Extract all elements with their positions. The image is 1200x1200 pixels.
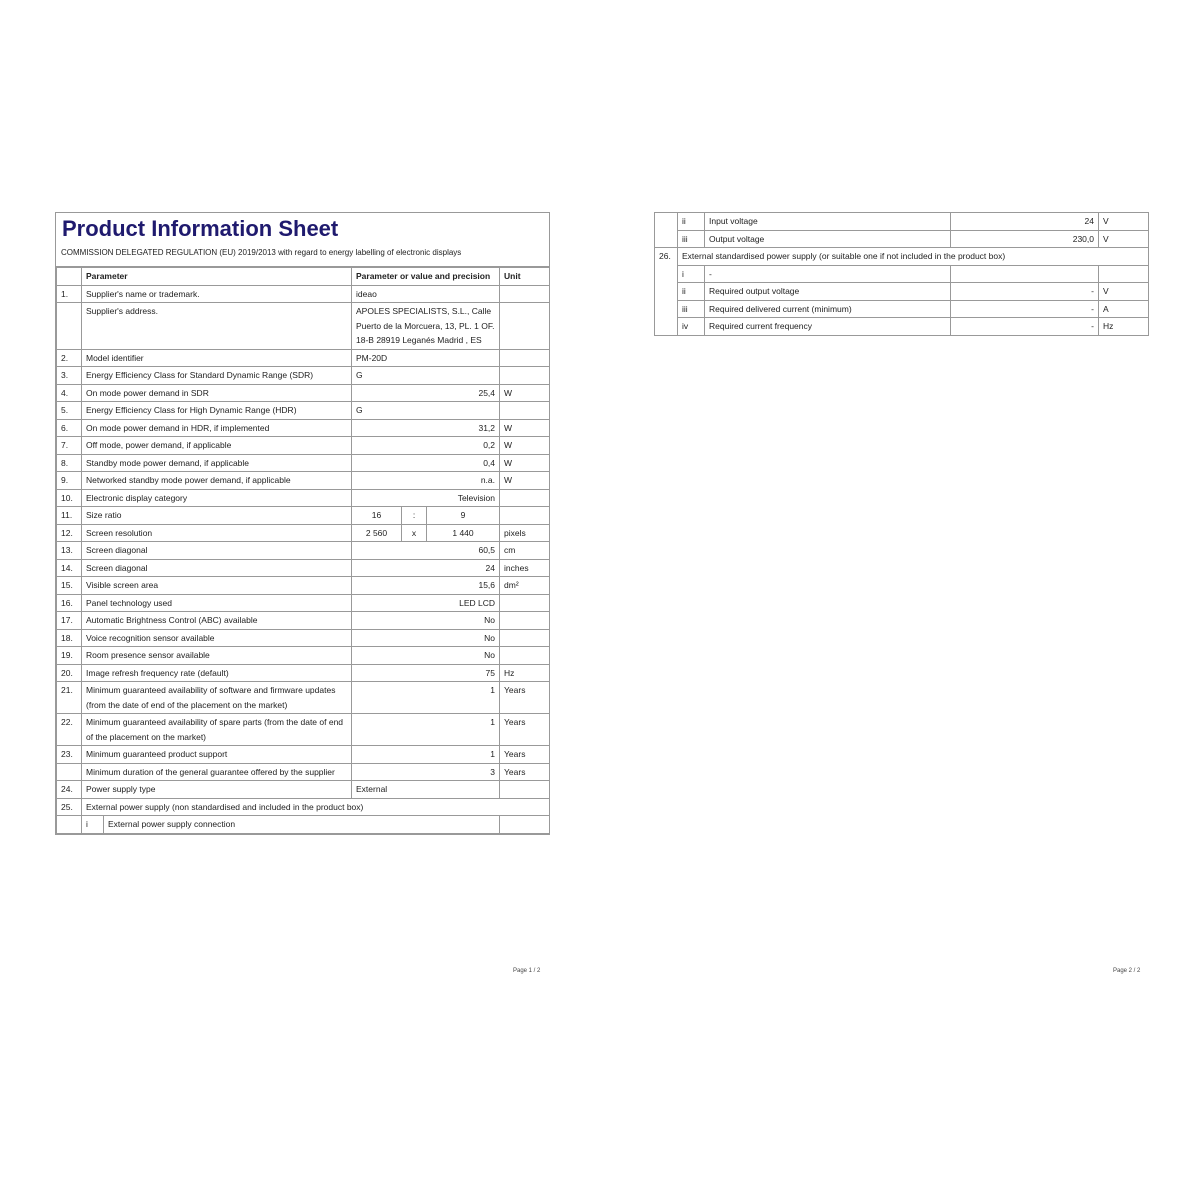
table-row <box>655 283 1149 301</box>
parameter-label: Energy Efficiency Class for Standard Dynamic Range (SDR) <box>82 367 352 385</box>
table-row <box>655 300 1149 318</box>
row-number: 13. <box>57 542 82 560</box>
table-row <box>57 402 550 420</box>
parameter-value: External <box>352 781 500 799</box>
row-number: 12. <box>57 524 82 542</box>
row-number: 3. <box>57 367 82 385</box>
parameter-label: Size ratio <box>82 507 352 525</box>
header-parameter: Parameter <box>82 268 352 286</box>
sub-number: iv <box>678 318 705 336</box>
value-part: 9 <box>427 507 500 525</box>
row-number: 1. <box>57 285 82 303</box>
row-number: 17. <box>57 612 82 630</box>
unit: cm <box>500 542 550 560</box>
product-info-table <box>56 267 550 834</box>
table-row <box>57 303 550 350</box>
table-row <box>57 798 550 816</box>
row-number: 6. <box>57 419 82 437</box>
table-row <box>57 682 550 714</box>
table-row <box>57 349 550 367</box>
sub-number: ii <box>678 213 705 231</box>
parameter-value: LED LCD <box>352 594 500 612</box>
table-row <box>57 384 550 402</box>
unit: Hz <box>500 664 550 682</box>
row-number: 4. <box>57 384 82 402</box>
parameter-value: No <box>352 629 500 647</box>
table-row <box>655 213 1149 231</box>
unit: Years <box>500 714 550 746</box>
parameter-label: Screen diagonal <box>82 542 352 560</box>
parameter-value: 1 <box>352 746 500 764</box>
header-num <box>57 268 82 286</box>
parameter-label: On mode power demand in HDR, if implemented <box>82 419 352 437</box>
page-title: Product Information Sheet <box>62 216 339 241</box>
regulation-subtitle: COMMISSION DELEGATED REGULATION (EU) 2019/2013 with regard to energy labelling of electronic displays <box>56 244 549 267</box>
parameter-label: Required output voltage <box>705 283 951 301</box>
parameter-value: G <box>352 367 500 385</box>
sub-number: iii <box>678 230 705 248</box>
parameter-label: - <box>705 265 951 283</box>
parameter-value: 24 <box>951 213 1099 231</box>
unit: W <box>500 437 550 455</box>
unit <box>500 816 550 834</box>
parameter-value: 31,2 <box>352 419 500 437</box>
parameter-label: Standby mode power demand, if applicable <box>82 454 352 472</box>
unit: V <box>1099 213 1149 231</box>
table-header <box>57 268 550 286</box>
header-value: Parameter or value and precision <box>352 268 500 286</box>
row-number: 7. <box>57 437 82 455</box>
parameter-label: On mode power demand in SDR <box>82 384 352 402</box>
table-row <box>57 507 550 525</box>
parameter-value: No <box>352 612 500 630</box>
row-number: 20. <box>57 664 82 682</box>
parameter-label: Off mode, power demand, if applicable <box>82 437 352 455</box>
parameter-label: Image refresh frequency rate (default) <box>82 664 352 682</box>
table-row <box>57 454 550 472</box>
parameter-value: 24 <box>352 559 500 577</box>
parameter-label: Panel technology used <box>82 594 352 612</box>
unit: W <box>500 454 550 472</box>
table-row <box>57 816 550 834</box>
table-row <box>655 248 1149 266</box>
unit <box>500 594 550 612</box>
unit <box>500 781 550 799</box>
table-row <box>57 559 550 577</box>
value-separator: x <box>402 524 427 542</box>
parameter-label: Screen diagonal <box>82 559 352 577</box>
parameter-value: 1 <box>352 714 500 746</box>
row-number: 11. <box>57 507 82 525</box>
parameter-value: n.a. <box>352 472 500 490</box>
parameter-value: 60,5 <box>352 542 500 560</box>
table-row <box>57 781 550 799</box>
section-heading: External power supply (non standardised and included in the product box) <box>82 798 550 816</box>
parameter-label: External power supply connection <box>104 816 500 834</box>
table-row <box>57 664 550 682</box>
row-number: 8. <box>57 454 82 472</box>
unit: W <box>500 384 550 402</box>
unit: V <box>1099 230 1149 248</box>
parameter-value: PM-20D <box>352 349 500 367</box>
unit: inches <box>500 559 550 577</box>
parameter-label: Voice recognition sensor available <box>82 629 352 647</box>
parameter-value: 0,2 <box>352 437 500 455</box>
unit: Years <box>500 682 550 714</box>
parameter-value: - <box>951 300 1099 318</box>
table-row <box>57 489 550 507</box>
row-number: 26. <box>655 248 678 336</box>
row-number <box>57 303 82 350</box>
unit <box>500 507 550 525</box>
table-row <box>57 746 550 764</box>
unit: pixels <box>500 524 550 542</box>
row-number-continued <box>655 213 678 248</box>
table-row <box>57 419 550 437</box>
section-heading: External standardised power supply (or suitable one if not included in the product box) <box>678 248 1149 266</box>
unit <box>500 647 550 665</box>
parameter-label: Screen resolution <box>82 524 352 542</box>
unit: A <box>1099 300 1149 318</box>
unit: Hz <box>1099 318 1149 336</box>
row-number: 22. <box>57 714 82 746</box>
unit <box>500 349 550 367</box>
parameter-value: - <box>951 318 1099 336</box>
unit <box>500 285 550 303</box>
page-2-footer: Page 2 / 2 <box>1113 968 1141 974</box>
unit <box>500 489 550 507</box>
table-row <box>57 367 550 385</box>
page-2 <box>654 212 1148 336</box>
row-number: 24. <box>57 781 82 799</box>
value-part: 2 560 <box>352 524 402 542</box>
parameter-label: Required delivered current (minimum) <box>705 300 951 318</box>
parameter-value: 75 <box>352 664 500 682</box>
unit: Years <box>500 763 550 781</box>
parameter-label: Supplier's name or trademark. <box>82 285 352 303</box>
table-row <box>57 612 550 630</box>
parameter-value: APOLES SPECIALISTS, S.L., Calle Puerto de la Morcuera, 13, PL. 1 OF. 18-B 28919 Leganés Madrid , ES <box>352 303 500 350</box>
row-number: 10. <box>57 489 82 507</box>
table-row <box>57 629 550 647</box>
unit <box>500 367 550 385</box>
sub-number: i <box>678 265 705 283</box>
parameter-value: 1 <box>352 682 500 714</box>
unit <box>1099 265 1149 283</box>
parameter-label: Automatic Brightness Control (ABC) available <box>82 612 352 630</box>
parameter-label: Output voltage <box>705 230 951 248</box>
sub-number: i <box>82 816 104 834</box>
row-number: 18. <box>57 629 82 647</box>
parameter-label: Minimum guaranteed product support <box>82 746 352 764</box>
table-row <box>57 763 550 781</box>
table-row <box>57 594 550 612</box>
row-number: 21. <box>57 682 82 714</box>
parameter-label: Power supply type <box>82 781 352 799</box>
table-row <box>57 285 550 303</box>
parameter-value: 0,4 <box>352 454 500 472</box>
table-row <box>57 647 550 665</box>
table-row <box>57 714 550 746</box>
page-1-footer: Page 1 / 2 <box>513 968 541 974</box>
row-number: 25. <box>57 798 82 816</box>
unit: dm² <box>500 577 550 595</box>
parameter-label: Room presence sensor available <box>82 647 352 665</box>
row-number: 5. <box>57 402 82 420</box>
unit: V <box>1099 283 1149 301</box>
parameter-value: 25,4 <box>352 384 500 402</box>
header-unit: Unit <box>500 268 550 286</box>
power-supply-table <box>654 212 1149 336</box>
row-number: 9. <box>57 472 82 490</box>
row-number <box>57 816 82 834</box>
parameter-label: Energy Efficiency Class for High Dynamic Range (HDR) <box>82 402 352 420</box>
row-number: 16. <box>57 594 82 612</box>
parameter-label: Electronic display category <box>82 489 352 507</box>
parameter-value: No <box>352 647 500 665</box>
value-part: 1 440 <box>427 524 500 542</box>
value-part: 16 <box>352 507 402 525</box>
table-row <box>57 437 550 455</box>
unit <box>500 612 550 630</box>
parameter-label: Minimum duration of the general guarantee offered by the supplier <box>82 763 352 781</box>
unit: Years <box>500 746 550 764</box>
parameter-label: Supplier's address. <box>82 303 352 350</box>
parameter-label: Networked standby mode power demand, if applicable <box>82 472 352 490</box>
row-number: 15. <box>57 577 82 595</box>
unit <box>500 629 550 647</box>
row-number: 14. <box>57 559 82 577</box>
parameter-value: ideao <box>352 285 500 303</box>
parameter-value <box>951 265 1099 283</box>
parameter-value: 15,6 <box>352 577 500 595</box>
parameter-label: Minimum guaranteed availability of spare parts (from the date of end of the placement on the market) <box>82 714 352 746</box>
table-row <box>655 265 1149 283</box>
row-number: 2. <box>57 349 82 367</box>
row-number: 19. <box>57 647 82 665</box>
row-number <box>57 763 82 781</box>
parameter-label: Model identifier <box>82 349 352 367</box>
parameter-label: Required current frequency <box>705 318 951 336</box>
parameter-label: Input voltage <box>705 213 951 231</box>
sub-number: ii <box>678 283 705 301</box>
table-row <box>57 577 550 595</box>
table-row <box>655 230 1149 248</box>
parameter-label: Minimum guaranteed availability of software and firmware updates (from the date of end of the placement on the market) <box>82 682 352 714</box>
parameter-value: 230,0 <box>951 230 1099 248</box>
table-row <box>57 542 550 560</box>
unit: W <box>500 472 550 490</box>
unit <box>500 303 550 350</box>
unit: W <box>500 419 550 437</box>
table-row <box>655 318 1149 336</box>
parameter-value: G <box>352 402 500 420</box>
table-row <box>57 524 550 542</box>
parameter-value: Television <box>352 489 500 507</box>
row-number: 23. <box>57 746 82 764</box>
unit <box>500 402 550 420</box>
parameter-value: 3 <box>352 763 500 781</box>
page-1 <box>55 212 550 835</box>
parameter-value: - <box>951 283 1099 301</box>
value-separator: : <box>402 507 427 525</box>
table-row <box>57 472 550 490</box>
parameter-label: Visible screen area <box>82 577 352 595</box>
sub-number: iii <box>678 300 705 318</box>
